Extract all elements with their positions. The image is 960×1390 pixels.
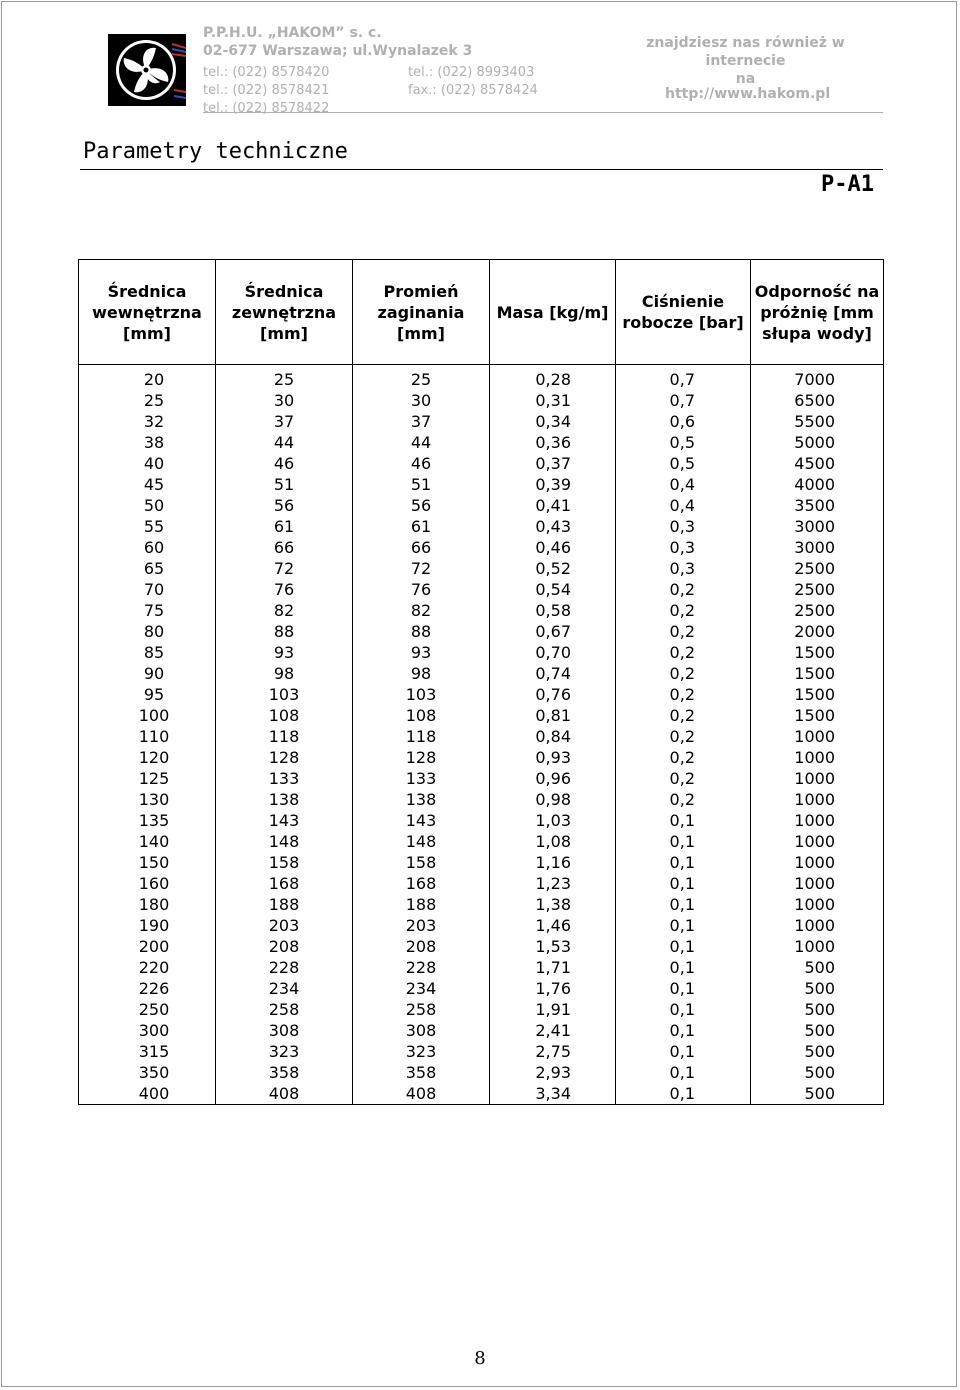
cell-mass: 0,54 bbox=[490, 579, 616, 600]
cell-mass: 0,93 bbox=[490, 747, 616, 768]
header-bend-radius: Promień zaginania [mm] bbox=[353, 260, 490, 365]
cell-inner-diameter: 125 bbox=[79, 768, 216, 789]
cell-inner-diameter: 300 bbox=[79, 1020, 216, 1041]
cell-inner-diameter: 350 bbox=[79, 1062, 216, 1083]
cell-mass: 1,03 bbox=[490, 810, 616, 831]
cell-bend-radius: 258 bbox=[353, 999, 490, 1020]
table-row bbox=[79, 1083, 884, 1105]
cell-outer-diameter: 98 bbox=[216, 663, 353, 684]
cell-bend-radius: 82 bbox=[353, 600, 490, 621]
cell-pressure: 0,1 bbox=[616, 1041, 751, 1062]
cell-mass: 2,75 bbox=[490, 1041, 616, 1062]
table-row bbox=[79, 432, 884, 453]
cell-mass: 0,74 bbox=[490, 663, 616, 684]
cell-inner-diameter: 45 bbox=[79, 474, 216, 495]
cell-vacuum: 4500 bbox=[751, 453, 884, 474]
table-row bbox=[79, 516, 884, 537]
cell-inner-diameter: 160 bbox=[79, 873, 216, 894]
cell-outer-diameter: 103 bbox=[216, 684, 353, 705]
table-row bbox=[79, 365, 884, 391]
cell-outer-diameter: 76 bbox=[216, 579, 353, 600]
cell-bend-radius: 76 bbox=[353, 579, 490, 600]
cell-bend-radius: 98 bbox=[353, 663, 490, 684]
cell-mass: 0,67 bbox=[490, 621, 616, 642]
cell-pressure: 0,1 bbox=[616, 873, 751, 894]
table-row bbox=[79, 1041, 884, 1062]
cell-vacuum: 2500 bbox=[751, 558, 884, 579]
cell-vacuum: 1000 bbox=[751, 873, 884, 894]
fax-number: fax.: (022) 8578424 bbox=[408, 83, 538, 98]
cell-inner-diameter: 130 bbox=[79, 789, 216, 810]
table-row bbox=[79, 663, 884, 684]
cell-pressure: 0,2 bbox=[616, 684, 751, 705]
cell-mass: 0,41 bbox=[490, 495, 616, 516]
cell-vacuum: 1500 bbox=[751, 642, 884, 663]
cell-vacuum: 500 bbox=[751, 957, 884, 978]
table-row bbox=[79, 915, 884, 936]
cell-vacuum: 1000 bbox=[751, 915, 884, 936]
cell-inner-diameter: 220 bbox=[79, 957, 216, 978]
cell-bend-radius: 138 bbox=[353, 789, 490, 810]
cell-outer-diameter: 82 bbox=[216, 600, 353, 621]
cell-pressure: 0,2 bbox=[616, 579, 751, 600]
promo-line: znajdziesz nas również w internecie bbox=[646, 35, 845, 69]
cell-pressure: 0,2 bbox=[616, 705, 751, 726]
cell-vacuum: 2500 bbox=[751, 579, 884, 600]
cell-pressure: 0,4 bbox=[616, 495, 751, 516]
cell-vacuum: 1000 bbox=[751, 936, 884, 957]
cell-outer-diameter: 203 bbox=[216, 915, 353, 936]
cell-bend-radius: 56 bbox=[353, 495, 490, 516]
table-row bbox=[79, 474, 884, 495]
table-row bbox=[79, 390, 884, 411]
table-row bbox=[79, 642, 884, 663]
cell-outer-diameter: 46 bbox=[216, 453, 353, 474]
cell-pressure: 0,1 bbox=[616, 999, 751, 1020]
table-row bbox=[79, 411, 884, 432]
product-code: P-A1 bbox=[821, 172, 874, 197]
cell-mass: 1,91 bbox=[490, 999, 616, 1020]
cell-mass: 0,96 bbox=[490, 768, 616, 789]
cell-bend-radius: 72 bbox=[353, 558, 490, 579]
cell-inner-diameter: 80 bbox=[79, 621, 216, 642]
cell-vacuum: 500 bbox=[751, 1020, 884, 1041]
cell-vacuum: 1500 bbox=[751, 663, 884, 684]
cell-bend-radius: 323 bbox=[353, 1041, 490, 1062]
cell-outer-diameter: 234 bbox=[216, 978, 353, 999]
cell-bend-radius: 51 bbox=[353, 474, 490, 495]
cell-bend-radius: 128 bbox=[353, 747, 490, 768]
cell-inner-diameter: 135 bbox=[79, 810, 216, 831]
cell-vacuum: 5000 bbox=[751, 432, 884, 453]
specs-table bbox=[78, 259, 884, 1105]
cell-pressure: 0,1 bbox=[616, 957, 751, 978]
cell-outer-diameter: 168 bbox=[216, 873, 353, 894]
cell-inner-diameter: 50 bbox=[79, 495, 216, 516]
cell-pressure: 0,2 bbox=[616, 747, 751, 768]
cell-inner-diameter: 70 bbox=[79, 579, 216, 600]
table-row bbox=[79, 810, 884, 831]
company-name: P.P.H.U. „HAKOM” s. c. bbox=[203, 25, 382, 41]
cell-inner-diameter: 90 bbox=[79, 663, 216, 684]
cell-bend-radius: 25 bbox=[353, 365, 490, 391]
cell-vacuum: 5500 bbox=[751, 411, 884, 432]
phone-list-1 bbox=[203, 64, 329, 118]
cell-mass: 1,23 bbox=[490, 873, 616, 894]
cell-mass: 0,84 bbox=[490, 726, 616, 747]
cell-mass: 0,98 bbox=[490, 789, 616, 810]
cell-outer-diameter: 56 bbox=[216, 495, 353, 516]
cell-pressure: 0,1 bbox=[616, 1083, 751, 1105]
cell-mass: 0,52 bbox=[490, 558, 616, 579]
section-divider bbox=[80, 169, 883, 170]
cell-pressure: 0,7 bbox=[616, 390, 751, 411]
table-row bbox=[79, 495, 884, 516]
cell-pressure: 0,1 bbox=[616, 1062, 751, 1083]
cell-pressure: 0,2 bbox=[616, 768, 751, 789]
cell-outer-diameter: 258 bbox=[216, 999, 353, 1020]
cell-vacuum: 1000 bbox=[751, 747, 884, 768]
cell-pressure: 0,4 bbox=[616, 474, 751, 495]
cell-outer-diameter: 25 bbox=[216, 365, 353, 391]
cell-mass: 0,36 bbox=[490, 432, 616, 453]
cell-bend-radius: 103 bbox=[353, 684, 490, 705]
cell-outer-diameter: 118 bbox=[216, 726, 353, 747]
header-outer-diameter: Średnica zewnętrzna [mm] bbox=[216, 260, 353, 365]
cell-vacuum: 500 bbox=[751, 1062, 884, 1083]
table-row bbox=[79, 894, 884, 915]
cell-inner-diameter: 25 bbox=[79, 390, 216, 411]
cell-bend-radius: 203 bbox=[353, 915, 490, 936]
cell-bend-radius: 66 bbox=[353, 537, 490, 558]
cell-vacuum: 2000 bbox=[751, 621, 884, 642]
cell-outer-diameter: 143 bbox=[216, 810, 353, 831]
cell-inner-diameter: 140 bbox=[79, 831, 216, 852]
cell-mass: 0,70 bbox=[490, 642, 616, 663]
cell-bend-radius: 408 bbox=[353, 1083, 490, 1105]
cell-inner-diameter: 120 bbox=[79, 747, 216, 768]
cell-pressure: 0,2 bbox=[616, 789, 751, 810]
cell-inner-diameter: 32 bbox=[79, 411, 216, 432]
table-row bbox=[79, 726, 884, 747]
table-row bbox=[79, 831, 884, 852]
company-info bbox=[203, 24, 472, 60]
table-row bbox=[79, 852, 884, 873]
phone-number: tel.: (022) 8578421 bbox=[203, 83, 330, 98]
table-row bbox=[79, 789, 884, 810]
cell-bend-radius: 46 bbox=[353, 453, 490, 474]
cell-outer-diameter: 44 bbox=[216, 432, 353, 453]
table-row bbox=[79, 558, 884, 579]
cell-inner-diameter: 75 bbox=[79, 600, 216, 621]
cell-pressure: 0,1 bbox=[616, 915, 751, 936]
cell-pressure: 0,2 bbox=[616, 600, 751, 621]
cell-inner-diameter: 40 bbox=[79, 453, 216, 474]
cell-outer-diameter: 358 bbox=[216, 1062, 353, 1083]
table-row bbox=[79, 768, 884, 789]
cell-vacuum: 3500 bbox=[751, 495, 884, 516]
cell-outer-diameter: 408 bbox=[216, 1083, 353, 1105]
cell-bend-radius: 168 bbox=[353, 873, 490, 894]
phone-list-2 bbox=[408, 64, 538, 100]
cell-vacuum: 7000 bbox=[751, 365, 884, 391]
cell-pressure: 0,1 bbox=[616, 978, 751, 999]
cell-outer-diameter: 61 bbox=[216, 516, 353, 537]
table-row bbox=[79, 1020, 884, 1041]
cell-mass: 1,76 bbox=[490, 978, 616, 999]
cell-inner-diameter: 250 bbox=[79, 999, 216, 1020]
cell-mass: 0,43 bbox=[490, 516, 616, 537]
cell-inner-diameter: 55 bbox=[79, 516, 216, 537]
cell-inner-diameter: 180 bbox=[79, 894, 216, 915]
cell-pressure: 0,2 bbox=[616, 726, 751, 747]
cell-outer-diameter: 72 bbox=[216, 558, 353, 579]
section-title: Parametry techniczne bbox=[83, 139, 348, 164]
cell-mass: 2,93 bbox=[490, 1062, 616, 1083]
cell-inner-diameter: 226 bbox=[79, 978, 216, 999]
cell-mass: 1,53 bbox=[490, 936, 616, 957]
table-row bbox=[79, 621, 884, 642]
cell-vacuum: 1000 bbox=[751, 894, 884, 915]
cell-pressure: 0,6 bbox=[616, 411, 751, 432]
cell-mass: 0,34 bbox=[490, 411, 616, 432]
cell-bend-radius: 188 bbox=[353, 894, 490, 915]
cell-pressure: 0,3 bbox=[616, 537, 751, 558]
cell-bend-radius: 228 bbox=[353, 957, 490, 978]
cell-inner-diameter: 38 bbox=[79, 432, 216, 453]
cell-outer-diameter: 158 bbox=[216, 852, 353, 873]
cell-vacuum: 500 bbox=[751, 978, 884, 999]
table-row bbox=[79, 1062, 884, 1083]
cell-mass: 1,71 bbox=[490, 957, 616, 978]
table-row bbox=[79, 600, 884, 621]
fan-logo-icon bbox=[108, 34, 186, 106]
cell-mass: 2,41 bbox=[490, 1020, 616, 1041]
cell-outer-diameter: 133 bbox=[216, 768, 353, 789]
cell-vacuum: 3000 bbox=[751, 516, 884, 537]
cell-inner-diameter: 85 bbox=[79, 642, 216, 663]
cell-pressure: 0,2 bbox=[616, 663, 751, 684]
cell-pressure: 0,7 bbox=[616, 365, 751, 391]
table-row bbox=[79, 579, 884, 600]
table-header-row bbox=[79, 260, 884, 365]
cell-bend-radius: 118 bbox=[353, 726, 490, 747]
table-row bbox=[79, 873, 884, 894]
cell-outer-diameter: 30 bbox=[216, 390, 353, 411]
cell-inner-diameter: 60 bbox=[79, 537, 216, 558]
cell-vacuum: 1000 bbox=[751, 831, 884, 852]
cell-vacuum: 1000 bbox=[751, 789, 884, 810]
cell-vacuum: 1500 bbox=[751, 705, 884, 726]
table-row bbox=[79, 747, 884, 768]
cell-bend-radius: 148 bbox=[353, 831, 490, 852]
cell-pressure: 0,5 bbox=[616, 432, 751, 453]
header-inner-diameter: Średnica wewnętrzna [mm] bbox=[79, 260, 216, 365]
header-divider bbox=[203, 112, 883, 113]
table-row bbox=[79, 957, 884, 978]
cell-inner-diameter: 200 bbox=[79, 936, 216, 957]
cell-bend-radius: 133 bbox=[353, 768, 490, 789]
cell-inner-diameter: 95 bbox=[79, 684, 216, 705]
table-row bbox=[79, 936, 884, 957]
cell-bend-radius: 143 bbox=[353, 810, 490, 831]
promo-line: na bbox=[735, 71, 756, 87]
cell-bend-radius: 61 bbox=[353, 516, 490, 537]
header-vacuum-resistance: Odporność na próżnię [mm słupa wody] bbox=[751, 260, 884, 365]
cell-pressure: 0,3 bbox=[616, 516, 751, 537]
cell-mass: 0,76 bbox=[490, 684, 616, 705]
cell-pressure: 0,2 bbox=[616, 642, 751, 663]
website-link[interactable]: http://www.hakom.pl bbox=[665, 86, 831, 102]
cell-mass: 0,46 bbox=[490, 537, 616, 558]
cell-vacuum: 3000 bbox=[751, 537, 884, 558]
cell-outer-diameter: 138 bbox=[216, 789, 353, 810]
cell-vacuum: 1000 bbox=[751, 852, 884, 873]
cell-vacuum: 4000 bbox=[751, 474, 884, 495]
cell-inner-diameter: 400 bbox=[79, 1083, 216, 1105]
header-working-pressure: Ciśnienie robocze [bar] bbox=[616, 260, 751, 365]
cell-bend-radius: 208 bbox=[353, 936, 490, 957]
cell-inner-diameter: 150 bbox=[79, 852, 216, 873]
cell-outer-diameter: 148 bbox=[216, 831, 353, 852]
cell-pressure: 0,1 bbox=[616, 1020, 751, 1041]
cell-mass: 0,81 bbox=[490, 705, 616, 726]
internet-promo bbox=[608, 34, 883, 88]
phone-number: tel.: (022) 8578420 bbox=[203, 65, 330, 80]
cell-vacuum: 2500 bbox=[751, 600, 884, 621]
table-row bbox=[79, 978, 884, 999]
cell-bend-radius: 44 bbox=[353, 432, 490, 453]
company-address: 02-677 Warszawa; ul.Wynalazek 3 bbox=[203, 43, 473, 59]
table-row bbox=[79, 453, 884, 474]
cell-vacuum: 1000 bbox=[751, 810, 884, 831]
table-row bbox=[79, 684, 884, 705]
cell-bend-radius: 93 bbox=[353, 642, 490, 663]
cell-outer-diameter: 66 bbox=[216, 537, 353, 558]
phone-number: tel.: (022) 8993403 bbox=[408, 65, 535, 80]
cell-outer-diameter: 208 bbox=[216, 936, 353, 957]
cell-mass: 0,58 bbox=[490, 600, 616, 621]
cell-vacuum: 1000 bbox=[751, 768, 884, 789]
cell-bend-radius: 158 bbox=[353, 852, 490, 873]
cell-vacuum: 1000 bbox=[751, 726, 884, 747]
cell-bend-radius: 88 bbox=[353, 621, 490, 642]
cell-vacuum: 500 bbox=[751, 1083, 884, 1105]
cell-outer-diameter: 93 bbox=[216, 642, 353, 663]
cell-bend-radius: 30 bbox=[353, 390, 490, 411]
cell-mass: 0,39 bbox=[490, 474, 616, 495]
cell-pressure: 0,3 bbox=[616, 558, 751, 579]
cell-outer-diameter: 308 bbox=[216, 1020, 353, 1041]
cell-outer-diameter: 108 bbox=[216, 705, 353, 726]
cell-bend-radius: 234 bbox=[353, 978, 490, 999]
phone-number: tel.: (022) 8578422 bbox=[203, 101, 330, 116]
cell-mass: 0,31 bbox=[490, 390, 616, 411]
cell-pressure: 0,1 bbox=[616, 894, 751, 915]
cell-mass: 1,38 bbox=[490, 894, 616, 915]
cell-pressure: 0,1 bbox=[616, 831, 751, 852]
cell-mass: 1,08 bbox=[490, 831, 616, 852]
cell-pressure: 0,1 bbox=[616, 810, 751, 831]
cell-inner-diameter: 190 bbox=[79, 915, 216, 936]
cell-outer-diameter: 51 bbox=[216, 474, 353, 495]
cell-outer-diameter: 128 bbox=[216, 747, 353, 768]
cell-inner-diameter: 100 bbox=[79, 705, 216, 726]
cell-vacuum: 500 bbox=[751, 1041, 884, 1062]
cell-outer-diameter: 228 bbox=[216, 957, 353, 978]
table-row bbox=[79, 537, 884, 558]
page-number: 8 bbox=[474, 1348, 486, 1369]
cell-outer-diameter: 188 bbox=[216, 894, 353, 915]
cell-bend-radius: 308 bbox=[353, 1020, 490, 1041]
table-body bbox=[79, 365, 884, 1105]
cell-pressure: 0,1 bbox=[616, 852, 751, 873]
cell-outer-diameter: 37 bbox=[216, 411, 353, 432]
cell-mass: 3,34 bbox=[490, 1083, 616, 1105]
cell-mass: 0,37 bbox=[490, 453, 616, 474]
cell-pressure: 0,2 bbox=[616, 621, 751, 642]
cell-inner-diameter: 110 bbox=[79, 726, 216, 747]
cell-inner-diameter: 20 bbox=[79, 365, 216, 391]
cell-outer-diameter: 323 bbox=[216, 1041, 353, 1062]
cell-bend-radius: 37 bbox=[353, 411, 490, 432]
cell-pressure: 0,5 bbox=[616, 453, 751, 474]
cell-mass: 1,16 bbox=[490, 852, 616, 873]
cell-vacuum: 6500 bbox=[751, 390, 884, 411]
table-row bbox=[79, 705, 884, 726]
cell-pressure: 0,1 bbox=[616, 936, 751, 957]
cell-outer-diameter: 88 bbox=[216, 621, 353, 642]
table-row bbox=[79, 999, 884, 1020]
cell-mass: 1,46 bbox=[490, 915, 616, 936]
cell-vacuum: 500 bbox=[751, 999, 884, 1020]
cell-inner-diameter: 315 bbox=[79, 1041, 216, 1062]
cell-inner-diameter: 65 bbox=[79, 558, 216, 579]
cell-bend-radius: 358 bbox=[353, 1062, 490, 1083]
cell-mass: 0,28 bbox=[490, 365, 616, 391]
cell-vacuum: 1500 bbox=[751, 684, 884, 705]
cell-bend-radius: 108 bbox=[353, 705, 490, 726]
header-mass: Masa [kg/m] bbox=[490, 260, 616, 365]
